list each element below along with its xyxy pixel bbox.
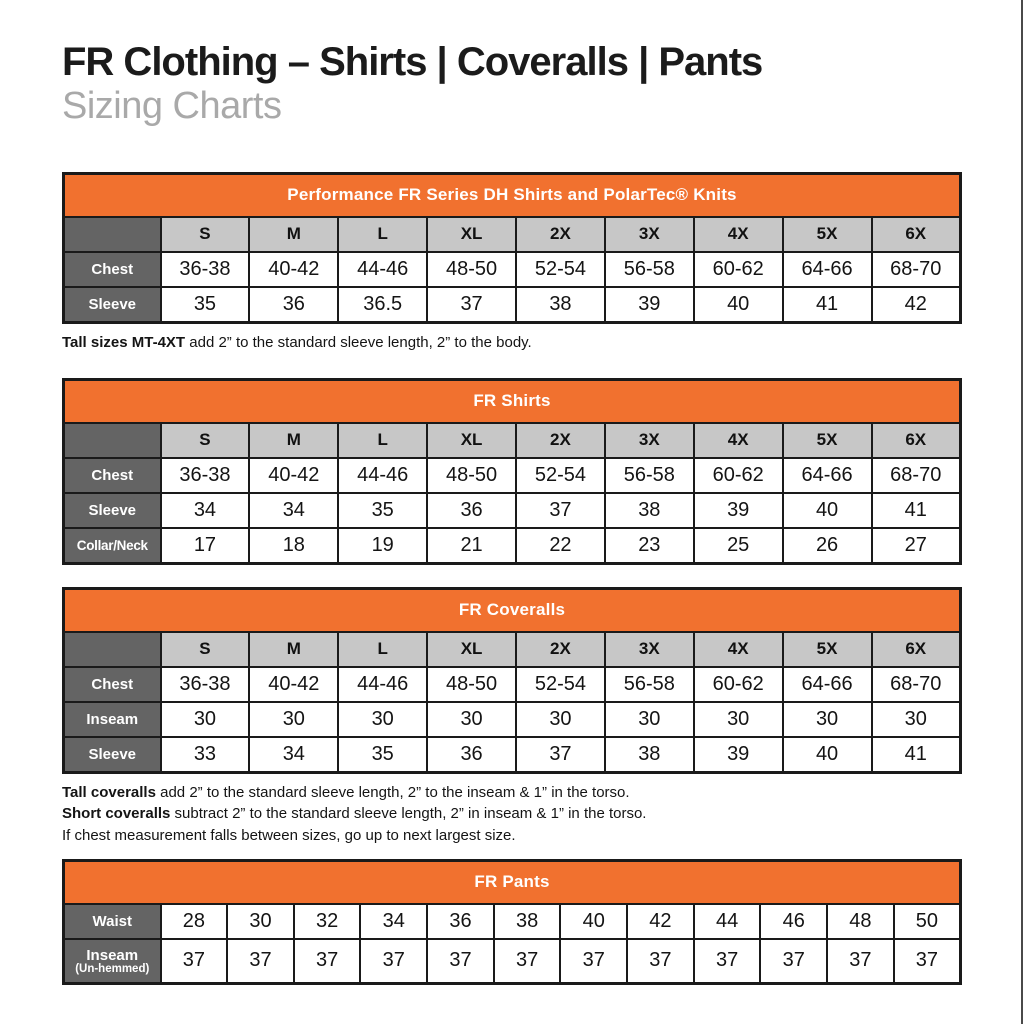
value-cell: 52-54 — [516, 667, 605, 702]
column-header: XL — [427, 217, 516, 252]
value-cell: 56-58 — [605, 458, 694, 493]
column-header: L — [338, 217, 427, 252]
row-label: Inseam (Un-hemmed) — [64, 939, 161, 984]
value-cell: 60-62 — [694, 252, 783, 287]
row-label: Chest — [64, 252, 161, 287]
value-cell: 48-50 — [427, 252, 516, 287]
column-header: L — [338, 632, 427, 667]
value-cell: 41 — [872, 737, 961, 773]
value-cell: 28 — [161, 904, 228, 939]
column-header: 5X — [783, 632, 872, 667]
table-row — [64, 287, 961, 323]
value-cell: 30 — [161, 702, 250, 737]
table-row — [64, 528, 961, 564]
page-edge-line — [1021, 0, 1023, 1024]
value-cell: 35 — [338, 737, 427, 773]
column-header: M — [249, 217, 338, 252]
value-cell: 42 — [627, 904, 694, 939]
note-bold-lead: Tall sizes MT-4XT — [62, 333, 186, 351]
value-cell: 30 — [694, 702, 783, 737]
table-title-row — [64, 860, 961, 904]
value-cell: 32 — [294, 904, 361, 939]
value-cell: 37 — [627, 939, 694, 984]
note-bold-lead: Short coveralls — [62, 805, 171, 823]
page-subtitle: Sizing Charts — [62, 85, 282, 127]
value-cell: 21 — [427, 528, 516, 564]
value-cell: 40-42 — [249, 667, 338, 702]
value-cell: 30 — [605, 702, 694, 737]
table-row — [64, 904, 961, 939]
row-label: Chest — [64, 667, 161, 702]
value-cell: 56-58 — [605, 252, 694, 287]
value-cell: 37 — [227, 939, 294, 984]
value-cell: 36 — [427, 904, 494, 939]
value-cell: 40 — [694, 287, 783, 323]
value-cell: 64-66 — [783, 667, 872, 702]
table-title: FR Coveralls — [64, 588, 961, 632]
column-header: 5X — [783, 423, 872, 458]
value-cell: 36 — [427, 493, 516, 528]
note-line: Tall sizes MT-4XT add 2” to the standard sleeve length, 2” to the body. — [62, 333, 532, 351]
sizing-table — [62, 587, 962, 774]
value-cell: 41 — [783, 287, 872, 323]
table-title-row — [64, 379, 961, 423]
notes-fr-coveralls — [62, 782, 962, 847]
column-header: 2X — [516, 217, 605, 252]
value-cell: 34 — [249, 493, 338, 528]
column-header: 4X — [694, 217, 783, 252]
column-header: L — [338, 423, 427, 458]
size-header-row — [64, 632, 961, 667]
value-cell: 36 — [249, 287, 338, 323]
column-header: XL — [427, 632, 516, 667]
note-line: If chest measurement falls between sizes, go up to next largest size. — [62, 827, 516, 845]
table-title: FR Pants — [64, 860, 961, 904]
column-header: M — [249, 423, 338, 458]
value-cell: 36-38 — [161, 458, 250, 493]
value-cell: 40 — [783, 493, 872, 528]
table-row — [64, 493, 961, 528]
table-title-row — [64, 588, 961, 632]
table-fr-coveralls — [62, 587, 962, 774]
table-title: Performance FR Series DH Shirts and PolarTec® Knits — [64, 173, 961, 217]
value-cell: 56-58 — [605, 667, 694, 702]
value-cell: 44-46 — [338, 252, 427, 287]
table-row — [64, 702, 961, 737]
value-cell: 36-38 — [161, 667, 250, 702]
value-cell: 37 — [294, 939, 361, 984]
value-cell: 30 — [249, 702, 338, 737]
value-cell: 37 — [427, 287, 516, 323]
value-cell: 37 — [516, 493, 605, 528]
column-header: S — [161, 217, 250, 252]
row-label: Sleeve — [64, 737, 161, 773]
column-header: 6X — [872, 423, 961, 458]
note-line: Tall coveralls add 2” to the standard sleeve length, 2” to the inseam & 1” in the torso. — [62, 783, 630, 801]
value-cell: 48-50 — [427, 458, 516, 493]
value-cell: 37 — [360, 939, 427, 984]
value-cell: 30 — [783, 702, 872, 737]
value-cell: 35 — [338, 493, 427, 528]
value-cell: 68-70 — [872, 458, 961, 493]
value-cell: 26 — [783, 528, 872, 564]
value-cell: 37 — [427, 939, 494, 984]
value-cell: 30 — [516, 702, 605, 737]
note-line: Short coveralls subtract 2” to the standard sleeve length, 2” in inseam & 1” in the torso. — [62, 805, 647, 823]
column-header: S — [161, 632, 250, 667]
value-cell: 39 — [694, 493, 783, 528]
column-header: S — [161, 423, 250, 458]
table-row — [64, 737, 961, 773]
value-cell: 34 — [161, 493, 250, 528]
value-cell: 38 — [605, 737, 694, 773]
value-cell: 40 — [560, 904, 627, 939]
value-cell: 30 — [227, 904, 294, 939]
row-label: Chest — [64, 458, 161, 493]
value-cell: 35 — [161, 287, 250, 323]
value-cell: 37 — [827, 939, 894, 984]
value-cell: 37 — [694, 939, 761, 984]
value-cell: 52-54 — [516, 458, 605, 493]
table-fr-shirts — [62, 378, 962, 565]
value-cell: 25 — [694, 528, 783, 564]
column-header: 3X — [605, 217, 694, 252]
value-cell: 37 — [894, 939, 961, 984]
value-cell: 60-62 — [694, 667, 783, 702]
table-title-row — [64, 173, 961, 217]
table-fr-pants — [62, 859, 962, 985]
value-cell: 52-54 — [516, 252, 605, 287]
row-label: Sleeve — [64, 287, 161, 323]
row-label: Waist — [64, 904, 161, 939]
size-header-row — [64, 423, 961, 458]
value-cell: 30 — [427, 702, 516, 737]
note-bold-lead: Tall coveralls — [62, 783, 156, 801]
column-header: 3X — [605, 423, 694, 458]
table-row — [64, 939, 961, 984]
value-cell: 44-46 — [338, 667, 427, 702]
value-cell: 30 — [872, 702, 961, 737]
value-cell: 60-62 — [694, 458, 783, 493]
document-header — [62, 40, 962, 128]
corner-cell — [64, 217, 161, 252]
table-row — [64, 252, 961, 287]
row-label: Inseam — [64, 702, 161, 737]
page-title: FR Clothing – Shirts | Coveralls | Pants — [62, 40, 763, 84]
value-cell: 30 — [338, 702, 427, 737]
sizing-table — [62, 172, 962, 324]
row-label: Collar/Neck — [64, 528, 161, 564]
column-header: 6X — [872, 632, 961, 667]
column-header: 2X — [516, 632, 605, 667]
table-title: FR Shirts — [64, 379, 961, 423]
value-cell: 38 — [494, 904, 561, 939]
value-cell: 48-50 — [427, 667, 516, 702]
value-cell: 64-66 — [783, 252, 872, 287]
column-header: M — [249, 632, 338, 667]
value-cell: 34 — [249, 737, 338, 773]
sizing-table — [62, 378, 962, 565]
value-cell: 64-66 — [783, 458, 872, 493]
value-cell: 37 — [560, 939, 627, 984]
value-cell: 37 — [161, 939, 228, 984]
value-cell: 42 — [872, 287, 961, 323]
value-cell: 44-46 — [338, 458, 427, 493]
row-sublabel: (Un-hemmed) — [75, 962, 150, 975]
notes-performance-fr-series — [62, 332, 962, 354]
value-cell: 40-42 — [249, 458, 338, 493]
value-cell: 38 — [605, 493, 694, 528]
value-cell: 27 — [872, 528, 961, 564]
value-cell: 39 — [605, 287, 694, 323]
column-header: 6X — [872, 217, 961, 252]
size-header-row — [64, 217, 961, 252]
table-row — [64, 458, 961, 493]
value-cell: 36 — [427, 737, 516, 773]
value-cell: 68-70 — [872, 252, 961, 287]
column-header: 5X — [783, 217, 872, 252]
column-header: 4X — [694, 632, 783, 667]
value-cell: 18 — [249, 528, 338, 564]
corner-cell — [64, 632, 161, 667]
table-performance-fr-series — [62, 172, 962, 324]
column-header: XL — [427, 423, 516, 458]
value-cell: 41 — [872, 493, 961, 528]
value-cell: 38 — [516, 287, 605, 323]
value-cell: 17 — [161, 528, 250, 564]
value-cell: 37 — [516, 737, 605, 773]
value-cell: 22 — [516, 528, 605, 564]
value-cell: 39 — [694, 737, 783, 773]
value-cell: 23 — [605, 528, 694, 564]
value-cell: 36.5 — [338, 287, 427, 323]
value-cell: 40-42 — [249, 252, 338, 287]
value-cell: 37 — [760, 939, 827, 984]
column-header: 4X — [694, 423, 783, 458]
value-cell: 48 — [827, 904, 894, 939]
value-cell: 68-70 — [872, 667, 961, 702]
value-cell: 40 — [783, 737, 872, 773]
value-cell: 33 — [161, 737, 250, 773]
value-cell: 19 — [338, 528, 427, 564]
column-header: 2X — [516, 423, 605, 458]
table-row — [64, 667, 961, 702]
corner-cell — [64, 423, 161, 458]
value-cell: 46 — [760, 904, 827, 939]
row-label: Sleeve — [64, 493, 161, 528]
value-cell: 44 — [694, 904, 761, 939]
column-header: 3X — [605, 632, 694, 667]
value-cell: 37 — [494, 939, 561, 984]
value-cell: 36-38 — [161, 252, 250, 287]
sizing-table — [62, 859, 962, 985]
value-cell: 50 — [894, 904, 961, 939]
value-cell: 34 — [360, 904, 427, 939]
